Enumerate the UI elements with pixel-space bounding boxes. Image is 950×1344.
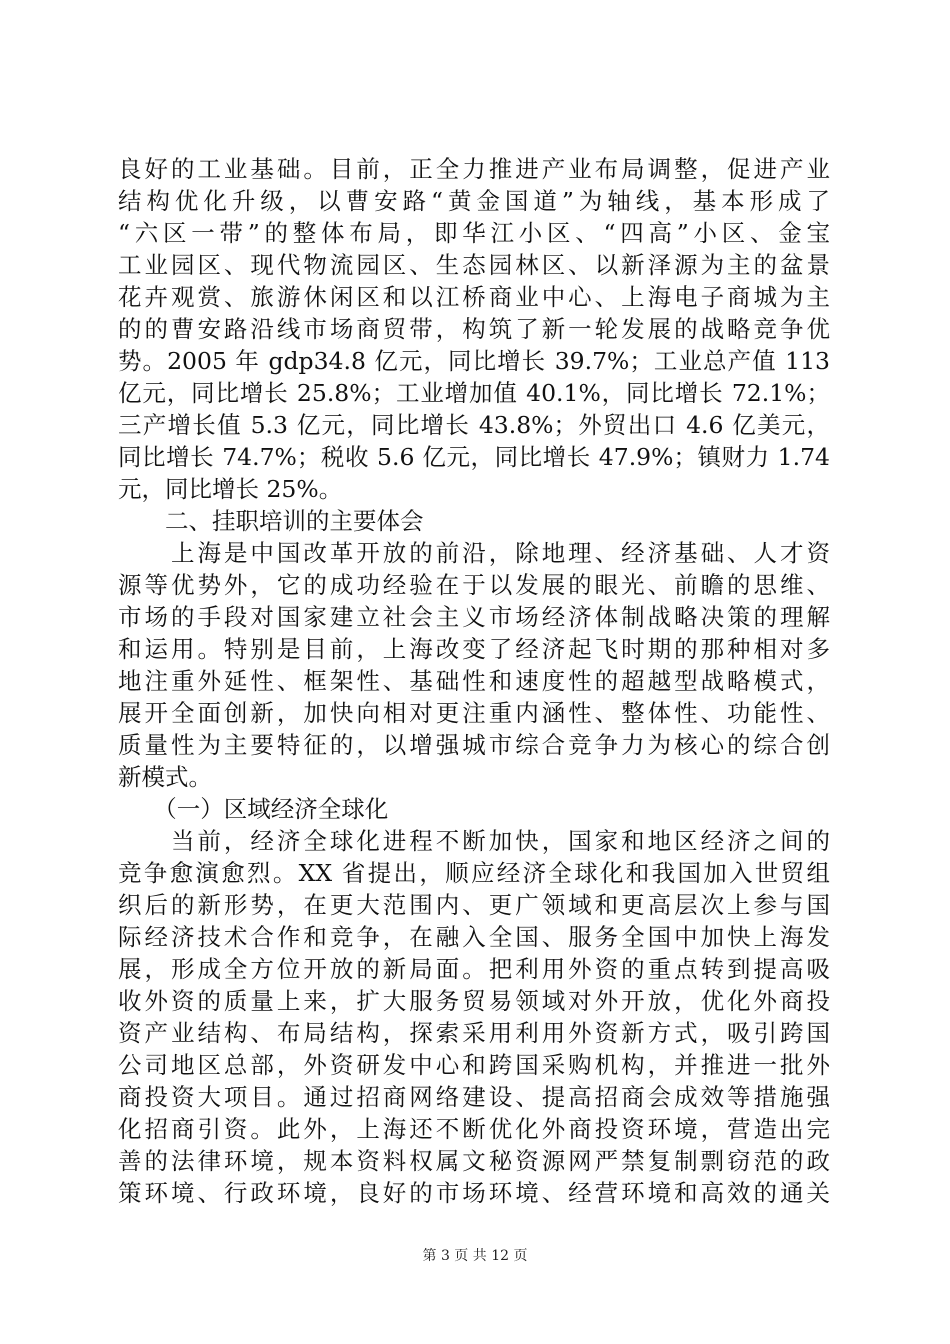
text-line-29: 公司地区总部，外资研发中心和跨国采购机构，并推进一批外 [118,1051,830,1079]
text-line-30: 商投资大项目。通过招商网络建设、提高招商会成效等措施强 [118,1083,830,1111]
body-text [118,153,830,1209]
text-line-22: 当前，经济全球化进程不断加快，国家和地区经济之间的 [118,827,830,855]
text-line-17: 地注重外延性、框架性、基础性和速度性的超越型战略模式， [118,667,830,695]
text-line-31: 化招商引资。此外，上海还不断优化外商投资环境，营造出完 [118,1115,830,1143]
text-line-33: 策环境、行政环境，良好的市场环境、经营环境和高效的通关 [118,1179,830,1207]
text-line-1: 良好的工业基础。目前，正全力推进产业布局调整，促进产业 [118,155,830,183]
text-line-11: 元，同比增长 25%。 [118,475,343,503]
section-heading-2: 二、挂职培训的主要体会 [118,507,424,535]
text-line-9: 三产增长值 5.3 亿元，同比增长 43.8%；外贸出口 4.6 亿美元， [118,411,830,439]
text-line-16: 和运用。特别是目前，上海改变了经济起飞时期的那种相对多 [118,635,830,663]
text-line-25: 际经济技术合作和竞争，在融入全国、服务全国中加快上海发 [118,923,830,951]
text-line-18: 展开全面创新，加快向相对更注重内涵性、整体性、功能性、 [118,699,830,727]
text-line-24: 织后的新形势，在更大范围内、更广领域和更高层次上参与国 [118,891,830,919]
text-line-6: 的的曹安路沿线市场商贸带，构筑了新一轮发展的战略竞争优 [118,315,830,343]
text-line-14: 源等优势外，它的成功经验在于以发展的眼光、前瞻的思维、 [118,571,830,599]
text-line-32: 善的法律环境，规本资料权属文秘资源网严禁复制剽窃范的政 [118,1147,830,1175]
text-line-27: 收外资的质量上来，扩大服务贸易领域对外开放，优化外商投 [118,987,830,1015]
subsection-heading-1: （一）区域经济全球化 [118,795,389,823]
text-line-8: 亿元，同比增长 25.8%；工业增加值 40.1%，同比增长 72.1%； [118,379,830,407]
text-line-5: 花卉观赏、旅游休闲区和以江桥商业中心、上海电子商城为主 [118,283,830,311]
text-line-20: 新模式。 [118,763,212,791]
text-line-13: 上海是中国改革开放的前沿，除地理、经济基础、人才资 [118,539,830,567]
text-line-10: 同比增长 74.7%；税收 5.6 亿元，同比增长 47.9%；镇财力 1.74 [118,443,830,471]
text-line-28: 资产业结构、布局结构，探索采用利用外资新方式，吸引跨国 [118,1019,830,1047]
text-line-19: 质量性为主要特征的，以增强城市综合竞争力为核心的综合创 [118,731,830,759]
text-line-3: “六区一带”的整体布局，即华江小区、“四高”小区、金宝 [118,219,830,247]
text-line-26: 展，形成全方位开放的新局面。把利用外资的重点转到提高吸 [118,955,830,983]
text-line-7: 势。2005 年 gdp34.8 亿元，同比增长 39.7%；工业总产值 113 [118,347,830,375]
text-line-15: 市场的手段对国家建立社会主义市场经济体制战略决策的理解 [118,603,830,631]
text-line-2: 结构优化升级，以曹安路“黄金国道”为轴线，基本形成了 [118,187,830,215]
page-number-footer: 第 3 页 共 12 页 [422,1248,528,1264]
text-line-4: 工业园区、现代物流园区、生态园林区、以新泽源为主的盆景 [118,251,830,279]
text-line-23: 竞争愈演愈烈。XX 省提出，顺应经济全球化和我国加入世贸组 [118,859,830,887]
